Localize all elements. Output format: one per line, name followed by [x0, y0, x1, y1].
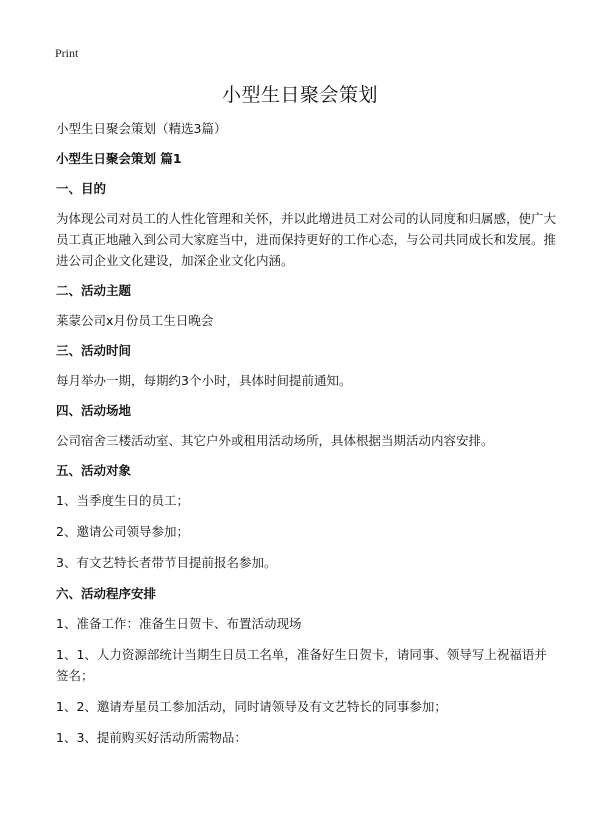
- list-item: 3、有文艺特长者带节目提前报名参加。: [56, 555, 277, 570]
- heading-targets: 五、活动对象: [56, 463, 132, 478]
- list-item: 2、邀请公司领导参加；: [56, 524, 189, 539]
- heading-time: 三、活动时间: [56, 343, 132, 358]
- paragraph-venue: 公司宿舍三楼活动室、其它户外或租用活动场所，具体根据当期活动内容安排。: [56, 433, 494, 448]
- list-item: 1、准备工作：准备生日贺卡、布置活动现场: [56, 616, 302, 631]
- paragraph-theme: 莱蒙公司x月份员工生日晚会: [56, 313, 214, 328]
- paragraph-time: 每月举办一期，每期约3个小时，具体时间提前通知。: [56, 373, 352, 388]
- paragraph-purpose: 为体现公司对员工的人性化管理和关怀，并以此增进员工对公司的认同度和归属感，使广大员工真正地融入到公司大家庭当中，进而保持更好的工作心态，与公司共同成长和发展。推进公司企业文化建设，加深企业文化内涵。: [56, 211, 557, 268]
- list-item: 1、1、人力资源部统计当期生日员工名单，准备好生日贺卡，请同事、领导写上祝福语并签名；: [56, 647, 547, 683]
- heading-venue: 四、活动场地: [56, 403, 132, 418]
- document-subtitle: 小型生日聚会策划（精选3篇）: [56, 121, 227, 136]
- list-item: 1、3、提前购买好活动所需物品：: [56, 730, 247, 745]
- heading-purpose: 一、目的: [56, 181, 107, 196]
- heading-theme: 二、活动主题: [56, 283, 132, 298]
- heading-program: 六、活动程序安排: [56, 586, 157, 601]
- print-link[interactable]: Print: [55, 46, 79, 60]
- section-title: 小型生日聚会策划 篇1: [56, 151, 182, 166]
- page-title: 小型生日聚会策划: [221, 84, 378, 106]
- list-item: 1、当季度生日的员工；: [56, 493, 189, 508]
- document-body: [56, 118, 556, 758]
- list-item: 1、2、邀请寿星员工参加活动，同时请领导及有文艺特长的同事参加；: [56, 699, 447, 714]
